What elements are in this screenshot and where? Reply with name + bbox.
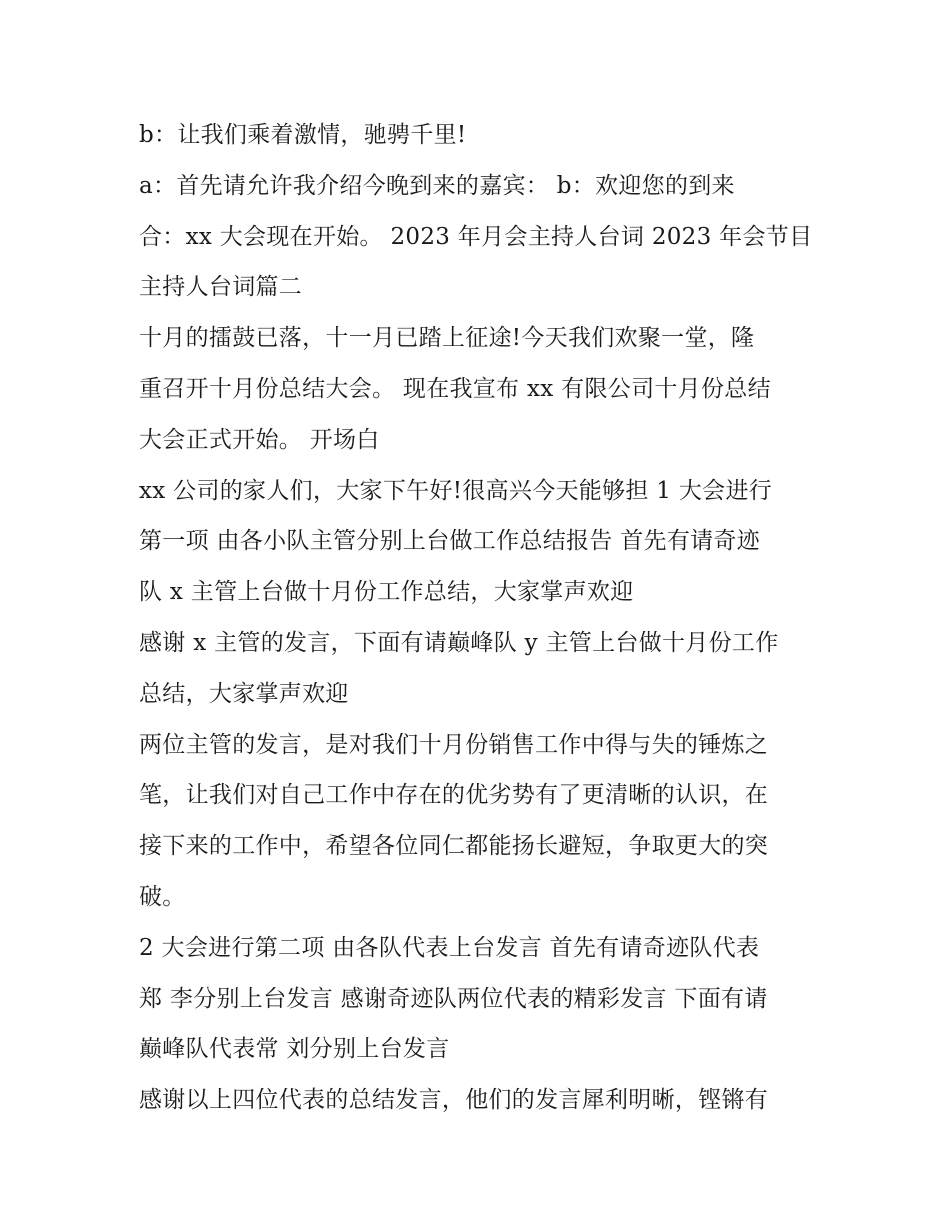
text-line: 合：xx 大会现在开始。 2023 年月会主持人台词 2023 年会节目 (139, 223, 813, 250)
text-line: 重召开十月份总结大会。 现在我宣布 xx 有限公司十月份总结 (139, 375, 771, 402)
text-line: 笔，让我们对自己工作中存在的优劣势有了更清晰的认识，在 (139, 782, 769, 809)
text-line: 破。 (139, 883, 186, 910)
text-line: 接下来的工作中，希望各位同仁都能扬长避短，争取更大的突 (139, 833, 769, 860)
text-line: 大会正式开始。 开场白 (139, 426, 380, 453)
text-line: 巅峰队代表常 刘分别上台发言 (139, 1036, 450, 1063)
text-line: 两位主管的发言，是对我们十月份销售工作中得与失的锤炼之 (139, 731, 769, 758)
text-line: 队 x 主管上台做十月份工作总结，大家掌声欢迎 (139, 579, 634, 606)
text-line: 主持人台词篇二 (139, 274, 303, 301)
text-line: 郑 李分别上台发言 感谢奇迹队两位代表的精彩发言 下面有请 (139, 985, 768, 1012)
text-line: 第一项 由各小队主管分别上台做工作总结报告 首先有请奇迹 (139, 528, 761, 555)
text-line: 2 大会进行第二项 由各队代表上台发言 首先有请奇迹队代表 (139, 934, 760, 961)
text-line: 感谢 x 主管的发言，下面有请巅峰队 y 主管上台做十月份工作 (139, 629, 779, 656)
text-line: xx 公司的家人们，大家下午好!很高兴今天能够担 1 大会进行 (139, 477, 773, 504)
text-line: b：让我们乘着激情，驰骋千里! (139, 122, 467, 148)
text-line: a：首先请允许我介绍今晚到来的嘉宾： b：欢迎您的到来 (139, 172, 735, 199)
document-body (139, 110, 829, 1126)
text-line: 十月的擂鼓已落，十一月已踏上征途!今天我们欢聚一堂，隆 (139, 325, 755, 352)
text-line: 感谢以上四位代表的总结发言，他们的发言犀利明晰，铿锵有 (139, 1087, 769, 1114)
text-line: 总结，大家掌声欢迎 (139, 680, 349, 707)
